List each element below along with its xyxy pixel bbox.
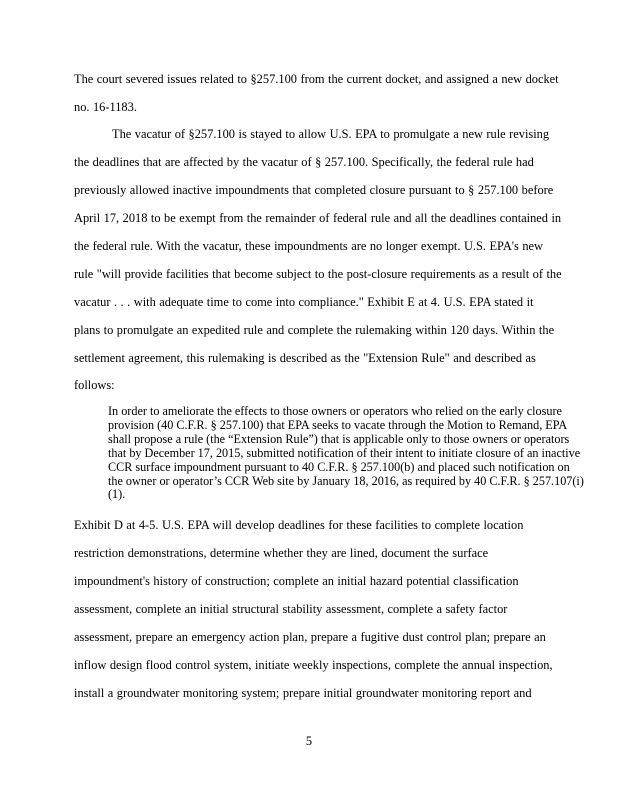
paragraph-3-line: assessment, prepare an emergency action plan, prepare a fugitive dust control plan; prepare an <box>74 630 546 644</box>
paragraph-3-line: restriction demonstrations, determine whether they are lined, document the surface <box>74 546 489 560</box>
paragraph-1-line: no. 16-1183. <box>74 100 137 114</box>
block-quote-text: In order to ameliorate the effects to those owners or operators who relied on the early closure provision (40 C.F.R. § 257.100) that EPA seeks to vacate through the Motion to Remand, EPA shall propose a rule (the “Extension Rule”) that is applicable only to those owners or operators that by December 17, 2015, submitted notification of their intent to initiate closure of an inactive CCR surface impoundment pursuant to 40 C.F.R. § 257.100(b) and placed such notification on the owner or operator’s CCR Web site by January 18, 2016, as required by 40 C.F.R. § 257.107(i)(1). <box>108 404 584 502</box>
paragraph-3-line: Exhibit D at 4-5. U.S. EPA will develop deadlines for these facilities to complete location <box>74 518 524 532</box>
paragraph-1-line: The court severed issues related to §257.100 from the current docket, and assigned a new docket <box>74 72 559 86</box>
paragraph-2-line: vacatur . . . with adequate time to come into compliance." Exhibit E at 4. U.S. EPA stated it <box>74 295 534 309</box>
paragraph-3-line: inflow design flood control system, initiate weekly inspections, complete the annual inspection, <box>74 658 553 672</box>
paragraph-2-line: rule "will provide facilities that become subject to the post-closure requirements as a result of the <box>74 267 562 281</box>
paragraph-2-line: April 17, 2018 to be exempt from the remainder of federal rule and all the deadlines contained in <box>74 211 562 225</box>
paragraph-2-line: The vacatur of §257.100 is stayed to allow U.S. EPA to promulgate a new rule revising <box>112 127 550 141</box>
paragraph-2-line: the federal rule. With the vacatur, these impoundments are no longer exempt. U.S. EPA's new <box>74 239 543 253</box>
paragraph-3-line: assessment, complete an initial structural stability assessment, complete a safety factor <box>74 602 508 616</box>
page-number: 5 <box>305 734 313 748</box>
block-quote <box>108 405 586 502</box>
paragraph-3-line: install a groundwater monitoring system; prepare initial groundwater monitoring report and <box>74 686 532 700</box>
paragraph-2-line: settlement agreement, this rulemaking is described as the "Extension Rule" and described as <box>74 351 536 365</box>
paragraph-2-line: plans to promulgate an expedited rule and complete the rulemaking within 120 days. Within the <box>74 323 555 337</box>
paragraph-2-line: follows: <box>74 378 115 392</box>
paragraph-3-line: impoundment's history of construction; complete an initial hazard potential classification <box>74 574 519 588</box>
paragraph-2-line: previously allowed inactive impoundments that completed closure pursuant to § 257.100 before <box>74 183 554 197</box>
paragraph-2-line: the deadlines that are affected by the vacatur of § 257.100. Specifically, the federal rule had <box>74 155 534 169</box>
